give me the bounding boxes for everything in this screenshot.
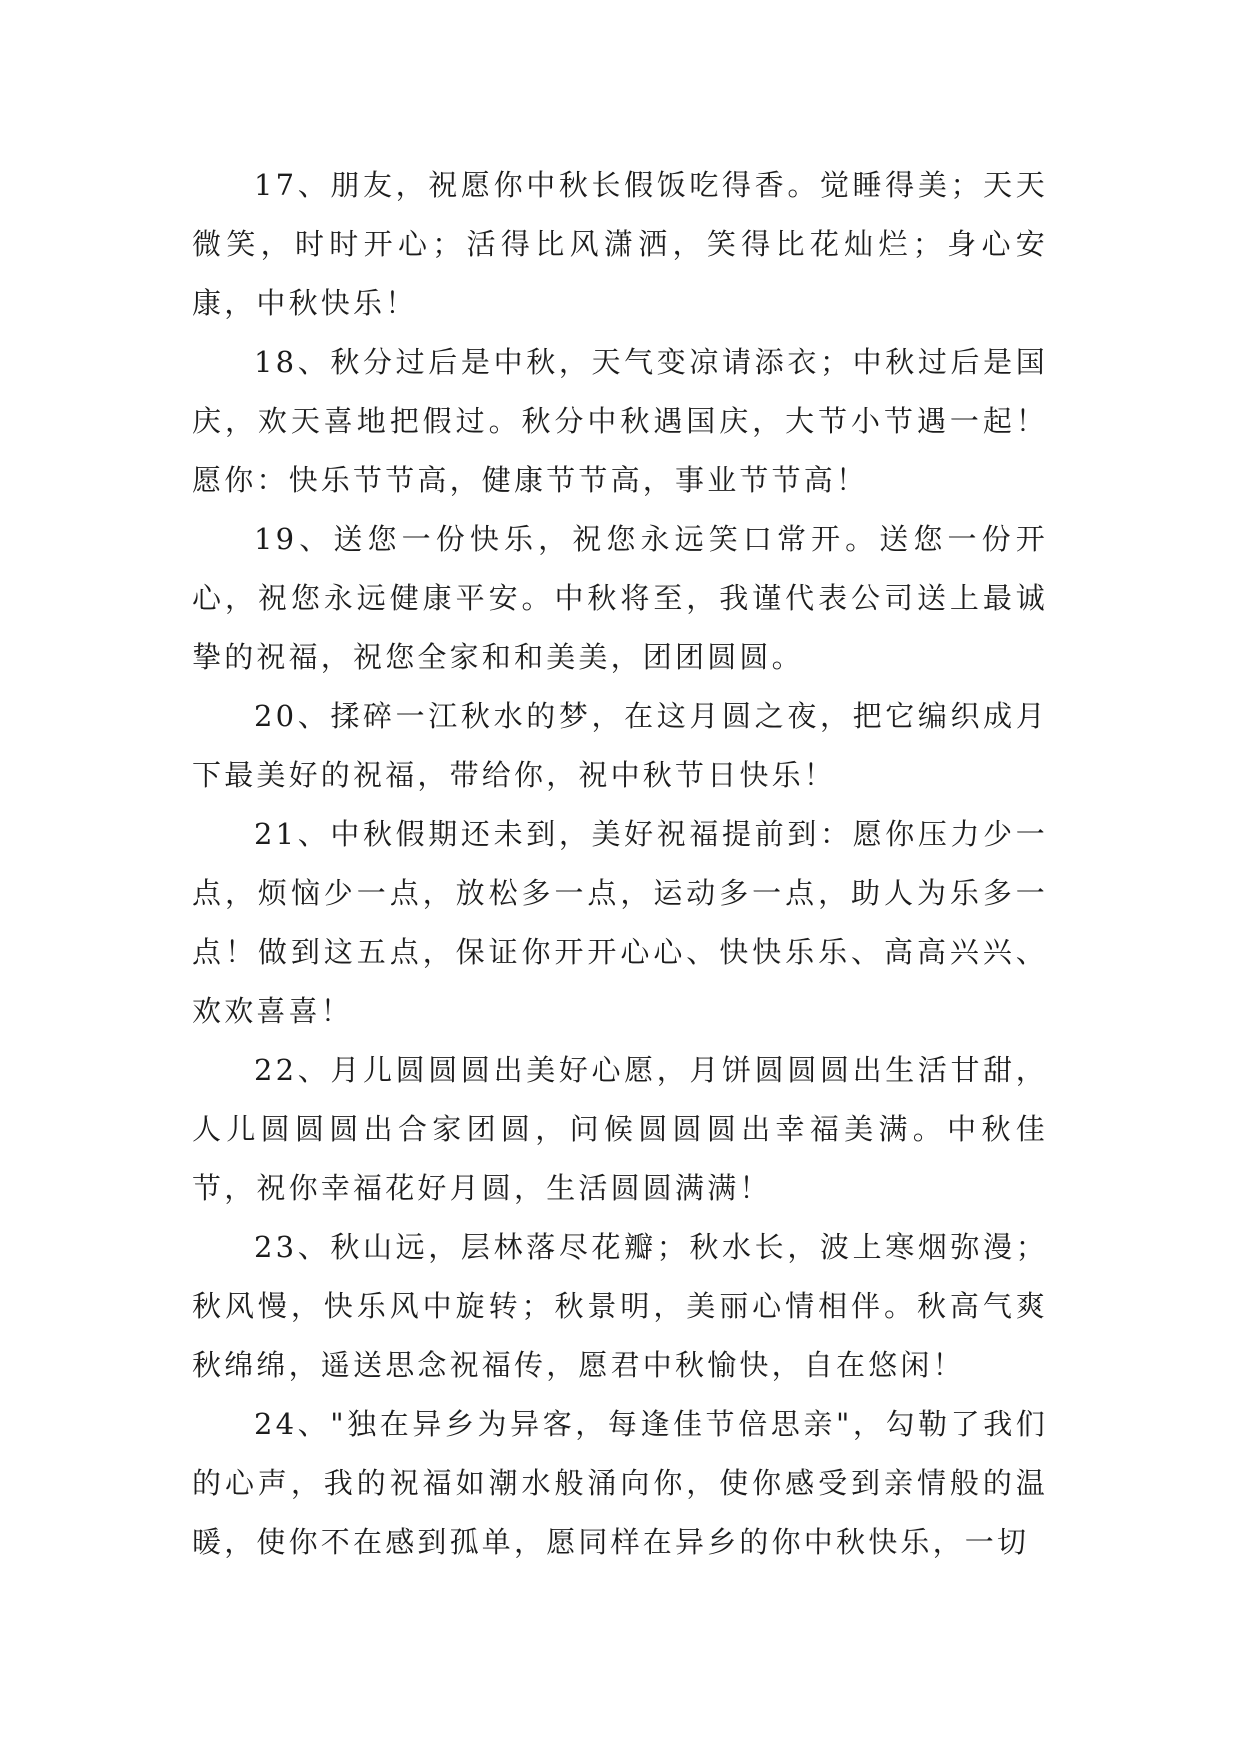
paragraph-18: 18、秋分过后是中秋，天气变凉请添衣；中秋过后是国庆，欢天喜地把假过。秋分中秋遇国庆，大节小节遇一起！愿你：快乐节节高，健康节节高，事业节节高！ [192,345,1048,497]
paragraph-24: 24、"独在异乡为异客，每逢佳节倍思亲"，勾勒了我们的心声，我的祝福如潮水般涌向你，使你感受到亲情般的温暖，使你不在感到孤单，愿同样在异乡的你中秋快乐，一切 [192,1407,1048,1559]
paragraph-23: 23、秋山远，层林落尽花瓣；秋水长，波上寒烟弥漫；秋风慢，快乐风中旋转；秋景明，美丽心情相伴。秋高气爽秋绵绵，遥送思念祝福传，愿君中秋愉快，自在悠闲！ [192,1230,1048,1382]
paragraph-21: 21、中秋假期还未到，美好祝福提前到：愿你压力少一点，烦恼少一点，放松多一点，运动多一点，助人为乐多一点！做到这五点，保证你开开心心、快快乐乐、高高兴兴、欢欢喜喜！ [192,817,1048,1028]
paragraph-20: 20、揉碎一江秋水的梦，在这月圆之夜，把它编织成月下最美好的祝福，带给你，祝中秋节日快乐！ [192,699,1048,792]
document-body [192,156,1048,1572]
paragraph-22: 22、月儿圆圆圆出美好心愿，月饼圆圆圆出生活甘甜，人儿圆圆圆出合家团圆，问候圆圆圆出幸福美满。中秋佳节，祝你幸福花好月圆，生活圆圆满满！ [192,1053,1048,1205]
paragraph-19: 19、送您一份快乐，祝您永远笑口常开。送您一份开心，祝您永远健康平安。中秋将至，我谨代表公司送上最诚挚的祝福，祝您全家和和美美，团团圆圆。 [192,522,1048,674]
paragraph-17: 17、朋友，祝愿你中秋长假饭吃得香。觉睡得美；天天微笑，时时开心；活得比风潇洒，笑得比花灿烂；身心安康，中秋快乐！ [192,168,1048,320]
